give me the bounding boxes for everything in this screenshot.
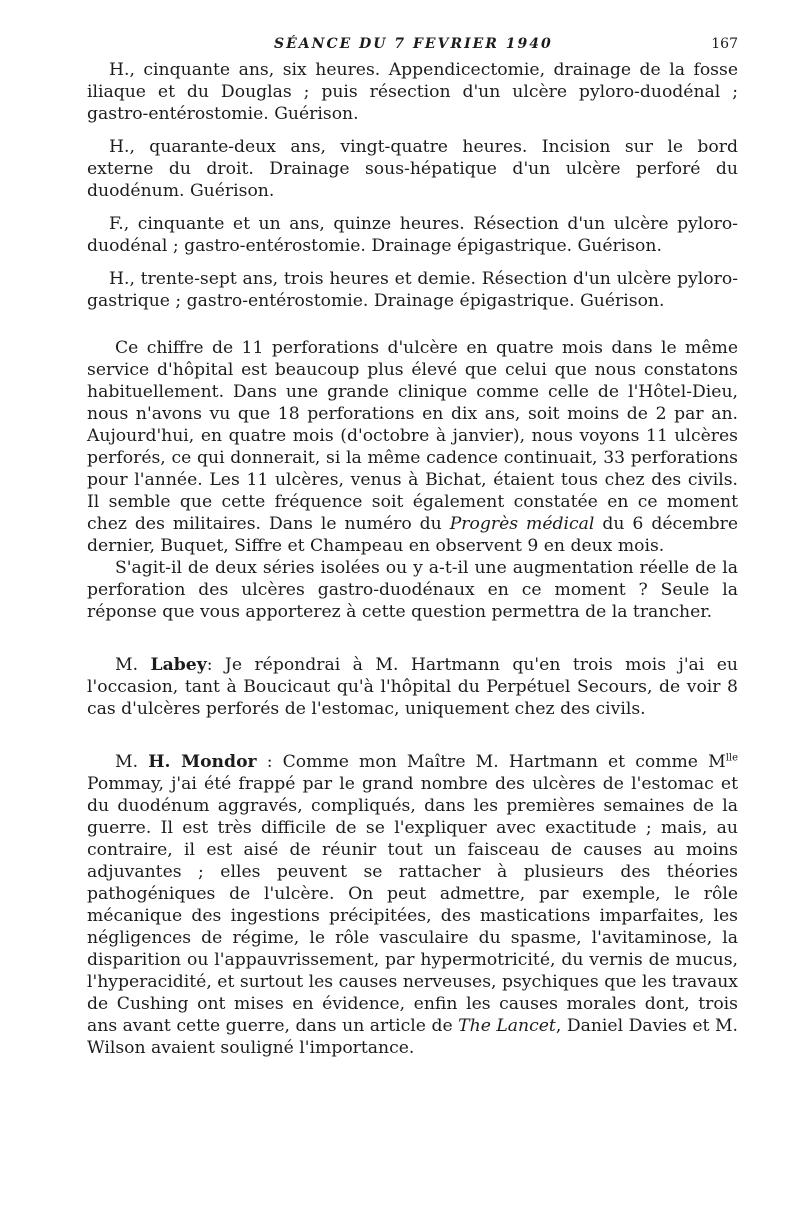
remark-text: Pommay, j'ai été frappé par le grand nombre des ulcères de l'estomac et du duodénum aggravés, compliqués, dans les premières semaines de la guerre. Il est très difficile de se l'expliquer avec exactitude ; mais, au contraire, il est aisé de réunir tout un faisceau de causes au moins adjuvantes ; elles peuvent se rattacher à plusieurs des théories pathogéniques de l'ulcère. On peut admettre, par exemple, le rôle mécanique des ingestions précipitées, des mastications imparfaites, les négligences de régime, le rôle vasculaire du spasme, l'avitaminose, la disparition ou l'appauvrissement, par hypermotricité, du vernis de mucus, l'hyperacidité, et surtout les causes nerveuses, psychiques que les travaux de Cushing ont mises en évidence, enfin les causes morales dont, trois ans avant cette guerre, dans un article de <box>87 774 738 1036</box>
speaker-name: H. Mondor <box>148 752 257 772</box>
case-report-3: F., cinquante et un ans, quinze heures. Résection d'un ulcère pyloro-duodénal ; gastro-entérostomie. Drainage épigastrique. Guérison. <box>87 214 738 256</box>
page-number: 167 <box>711 36 738 52</box>
mondor-remark <box>87 751 738 1059</box>
running-header <box>87 30 738 54</box>
case-report-2: H., quarante-deux ans, vingt-quatre heures. Incision sur le bord externe du droit. Drainage sous-hépatique d'un ulcère perforé du duodénum. Guérison. <box>87 137 738 201</box>
remark-text: , Daniel Davies et M. Wilson avaient souligné l'importance. <box>87 1016 739 1058</box>
paragraph-text: du 6 décembre dernier, Buquet, Siffre et Champeau en observent 9 en deux mois. <box>87 514 738 556</box>
remark-text: : Je répondrai à M. Hartmann qu'en trois mois j'ai eu l'occasion, tant à Boucicaut qu'à l'hôpital du Perpétuel Secours, de voir 8 cas d'ulcères perforés de l'estomac, uniquement chez des civils. <box>87 655 738 719</box>
session-title: SÉANCE DU 7 FEVRIER 1940 <box>274 36 553 52</box>
case-report-1: H., cinquante ans, six heures. Appendicectomie, drainage de la fosse iliaque et du Douglas ; puis résection d'un ulcère pyloro-duodénal ; gastro-entérostomie. Guérison. <box>87 60 738 124</box>
journal-title: The Lancet <box>458 1016 556 1036</box>
journal-title: Progrès médical <box>449 514 595 534</box>
question-paragraph: S'agit-il de deux séries isolées ou y a-t-il une augmentation réelle de la perforation des ulcères gastro-duodénaux en ce moment ? Seule la réponse que vous apporterez à cette question permettra de la trancher. <box>87 558 738 622</box>
speaker-prefix: M. <box>115 655 151 675</box>
superscript: lle <box>725 752 739 764</box>
speaker-name: Labey <box>150 655 207 675</box>
remark-text: : Comme mon Maître M. Hartmann et comme M <box>256 752 726 772</box>
paragraph-text: Ce chiffre de 11 perforations d'ulcère en quatre mois dans le même service d'hôpital est beaucoup plus élevé que celui que nous constatons habituellement. Dans une grande clinique comme celle de l'Hôtel-Dieu, nous n'avons vu que 18 perforations en dix ans, soit moins de 2 par an. Aujourd'hui, en quatre mois (d'octobre à janvier), nous voyons 11 ulcères perforés, ce qui donnerait, si la même cadence continuait, 33 perforations pour l'année. Les 11 ulcères, venus à Bichat, étaient tous chez des civils. Il semble que cette fréquence soit également constatée en ce moment chez des militaires. Dans le numéro du <box>87 338 738 534</box>
perforation-statistics-paragraph <box>87 337 738 557</box>
case-report-4: H., trente-sept ans, trois heures et demie. Résection d'un ulcère pyloro-gastrique ; gastro-entérostomie. Drainage épigastrique. Guérison. <box>87 269 738 311</box>
labey-remark <box>87 654 738 720</box>
speaker-prefix: M. <box>115 752 149 772</box>
